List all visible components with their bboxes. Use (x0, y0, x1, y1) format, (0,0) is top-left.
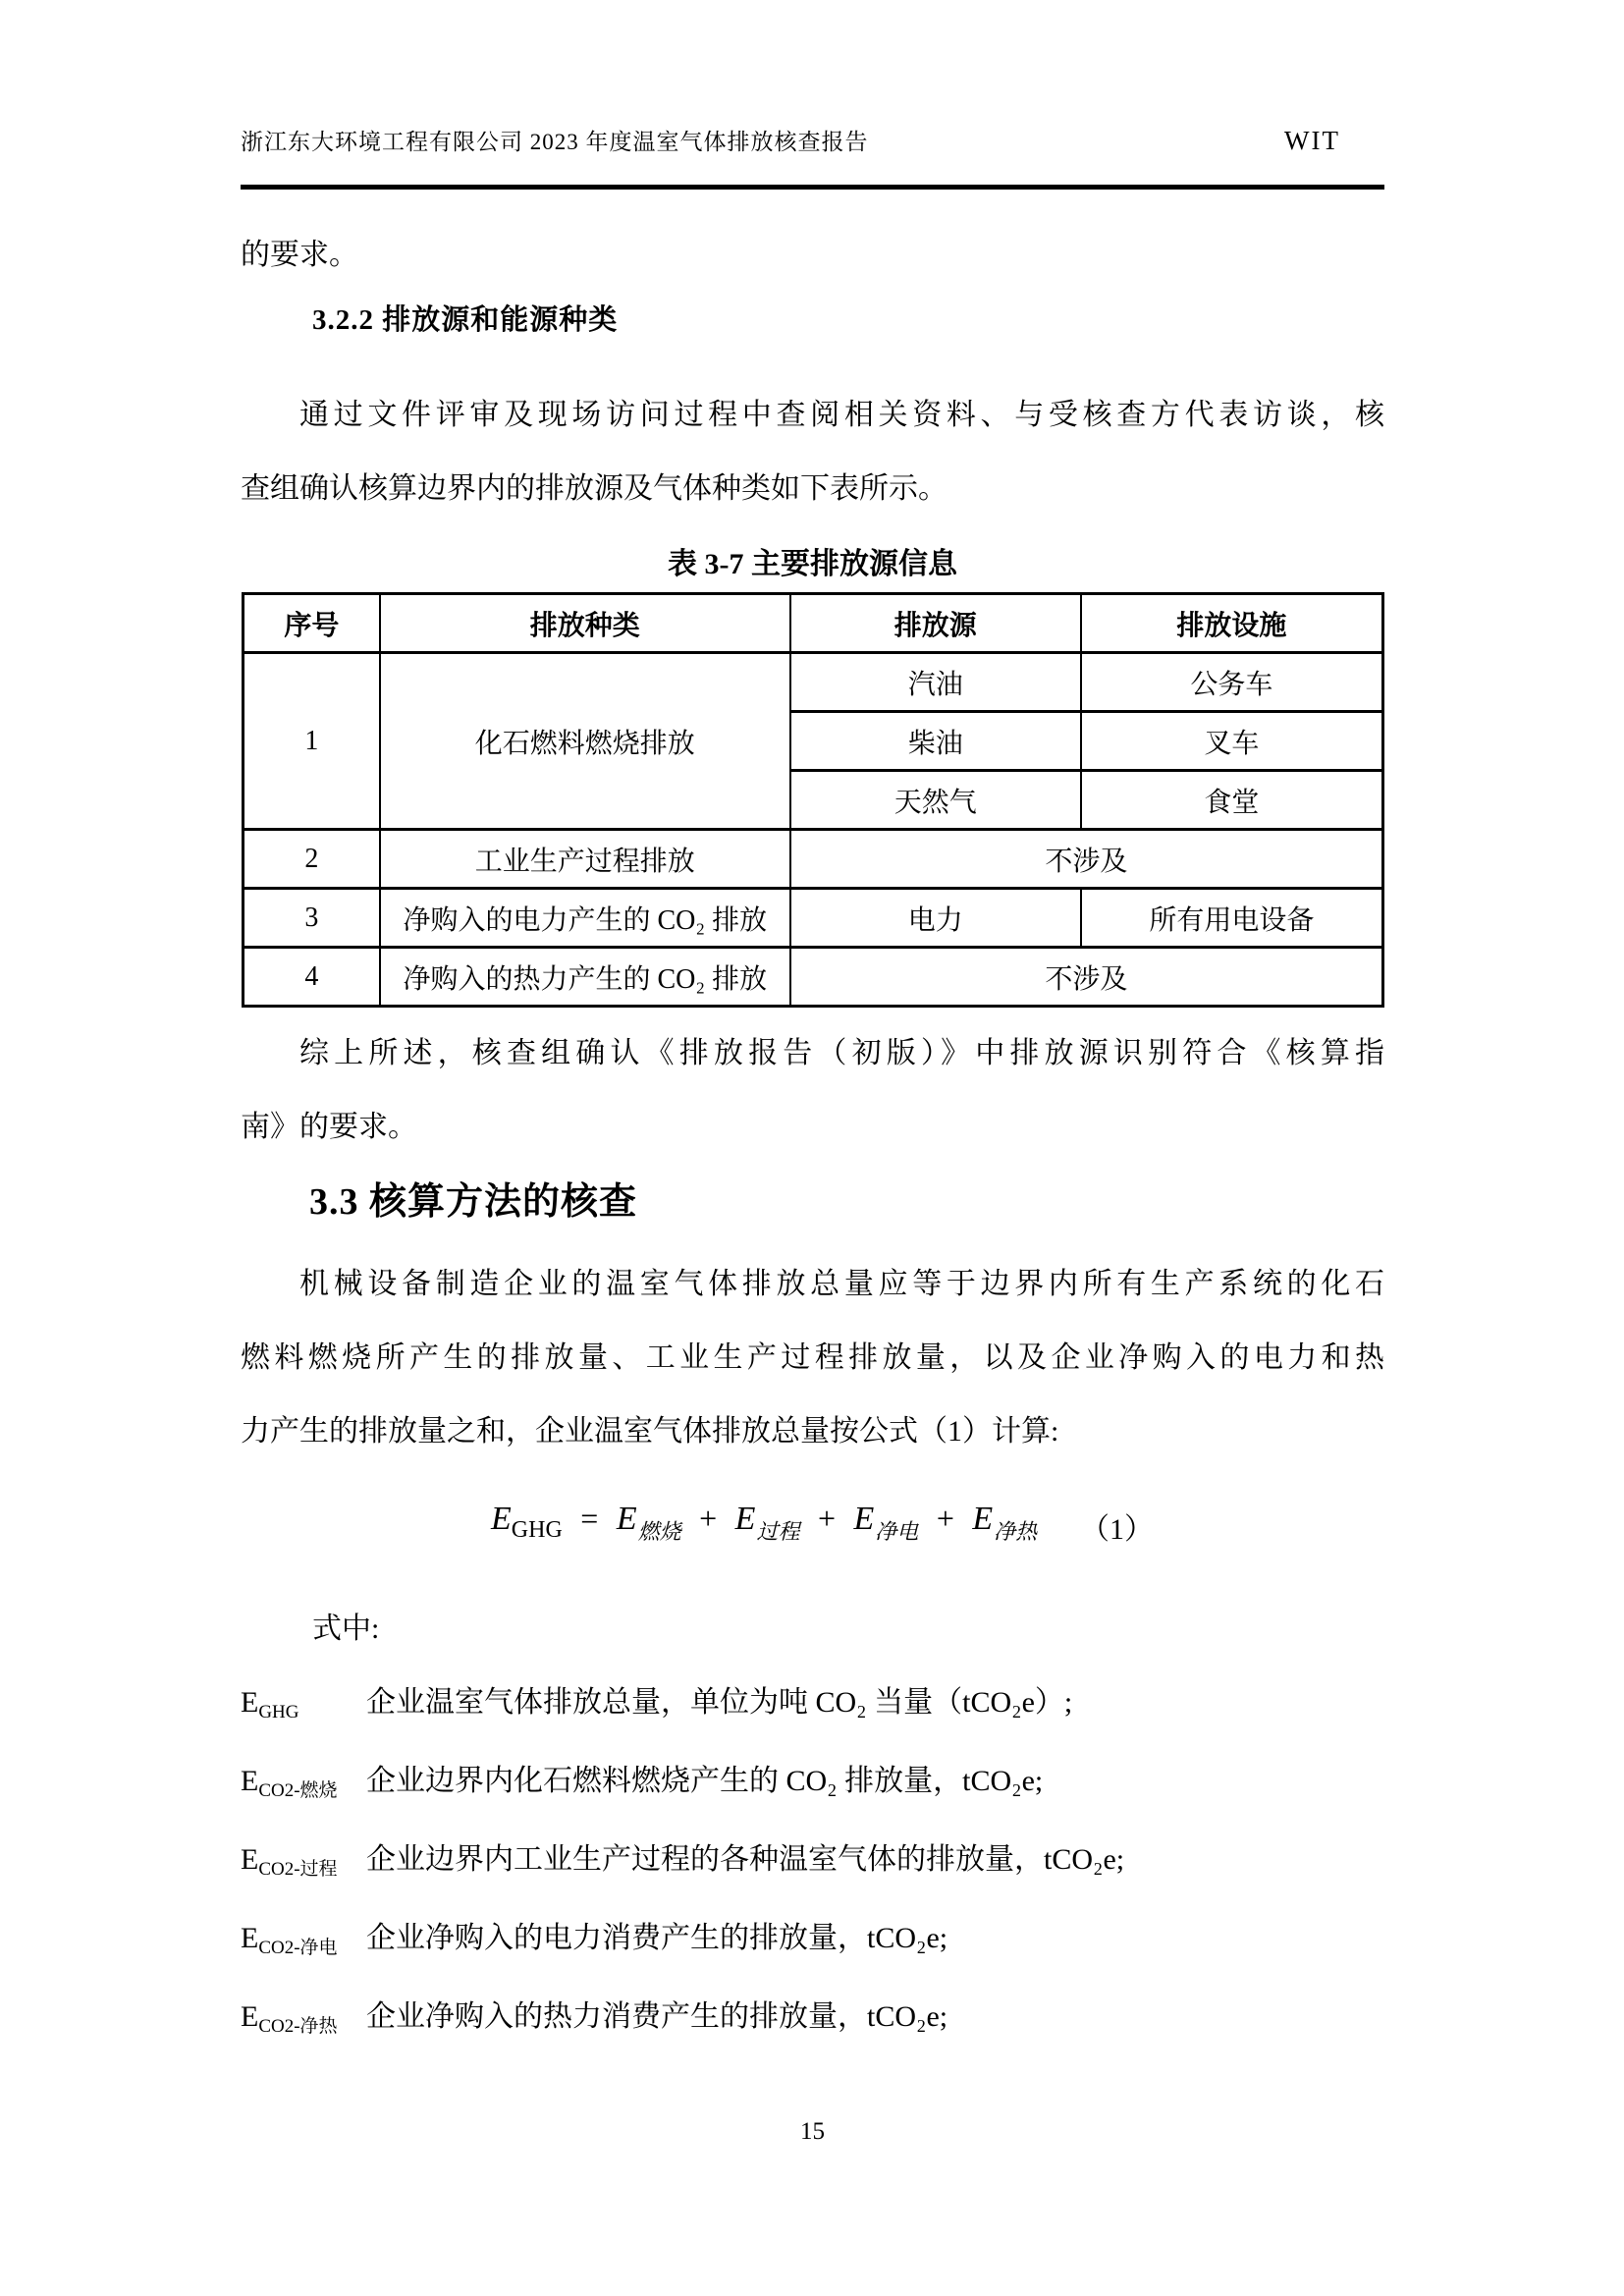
cell-row1-source-2: 柴油 (790, 712, 1081, 771)
cell-row1-facility-1: 公务车 (1081, 653, 1383, 712)
table-caption: 表 3-7 主要排放源信息 (668, 548, 957, 580)
definition-row (241, 1669, 1384, 1748)
definition-row (241, 1905, 1384, 1984)
cell-row1-source-1: 汽油 (790, 653, 1081, 712)
equation-term-base: E (853, 1501, 875, 1537)
table-row (244, 830, 1383, 889)
col-header-source: 排放源 (790, 594, 1081, 653)
cell-row4-type: 净购入的热力产生的 CO₂ 排放 (380, 948, 790, 1007)
definition-symbol: $E_{CO2-过程}$ (241, 1843, 338, 1880)
table-row (244, 653, 1383, 712)
cell-row4-no: 4 (244, 948, 380, 1007)
table-header-row (244, 594, 1383, 653)
paragraph-line: 通过文件评审及现场访问过程中查阅相关资料、与受核查方代表访谈，核 (299, 399, 1384, 431)
page-number: 15 (800, 2118, 825, 2145)
cell-row2-type: 工业生产过程排放 (380, 830, 790, 889)
header-rule (241, 185, 1384, 190)
definition-row (241, 1748, 1384, 1827)
table-row (244, 948, 1383, 1007)
equation-lhs-sub: GHG (511, 1517, 563, 1543)
definition-row (241, 1984, 1384, 2062)
cell-row1-source-3: 天然气 (790, 771, 1081, 830)
section-heading-322: 3.2.2 排放源和能源种类 (312, 304, 619, 336)
col-header-index: 序号 (244, 594, 380, 653)
equation-term-base: E (734, 1501, 756, 1537)
paragraph-line: 力产生的排放量之和，企业温室气体排放总量按公式（1）计算: (241, 1415, 1059, 1448)
equation-number: （1） (1080, 1513, 1154, 1546)
table-row (244, 889, 1383, 948)
plus-sign: + (817, 1501, 837, 1536)
paragraph-continuation: 的要求。 (241, 239, 358, 271)
definition-symbol: $E_{CO2-净电}$ (241, 1922, 338, 1958)
equals-sign: = (580, 1501, 599, 1536)
definition-text: 企业净购入的电力消费产生的排放量，tCO₂e; (366, 1922, 948, 1954)
equation-term-base: E (616, 1501, 637, 1537)
cell-row3-facility: 所有用电设备 (1081, 889, 1383, 948)
paragraph-line: 查组确认核算边界内的排放源及气体种类如下表所示。 (241, 472, 947, 505)
equation-lhs-base: E (491, 1501, 512, 1537)
cell-row2-merged: 不涉及 (790, 830, 1383, 889)
header-title: 浙江东大环境工程有限公司 2023 年度温室气体排放核查报告 (241, 130, 869, 154)
where-label: 式中: (312, 1613, 380, 1645)
definition-text: 企业温室气体排放总量，单位为吨 CO₂ 当量（tCO₂e）; (366, 1686, 1073, 1719)
equation-term-sub: 净电 (875, 1519, 919, 1544)
paragraph-line: 燃料燃烧所产生的排放量、工业生产过程排放量，以及企业净购入的电力和热 (241, 1341, 1384, 1374)
paragraph-line: 南》的要求。 (241, 1111, 417, 1143)
symbol-definitions (241, 1669, 1384, 2062)
header-logo-text: WIT (1284, 126, 1340, 155)
cell-row2-no: 2 (244, 830, 380, 889)
definition-text: 企业边界内工业生产过程的各种温室气体的排放量，tCO₂e; (366, 1843, 1125, 1876)
section-heading-33: 3.3 核算方法的核查 (309, 1181, 638, 1223)
definition-row (241, 1827, 1384, 1905)
col-header-type: 排放种类 (380, 594, 790, 653)
definition-symbol: $E_{CO2-净热}$ (241, 2000, 338, 2037)
cell-row1-no: 1 (244, 653, 380, 830)
emission-source-table (242, 592, 1384, 1008)
cell-row3-type: 净购入的电力产生的 CO₂ 排放 (380, 889, 790, 948)
definition-symbol: $E_{GHG}$ (241, 1686, 299, 1722)
paragraph-1 (241, 378, 1384, 525)
paragraph-3 (241, 1247, 1384, 1468)
equation-term-base: E (972, 1501, 994, 1537)
plus-sign: + (699, 1501, 718, 1536)
cell-row1-facility-2: 叉车 (1081, 712, 1383, 771)
paragraph-line: 综上所述，核查组确认《排放报告（初版）》中排放源识别符合《核算指 (299, 1037, 1384, 1069)
equation-term-sub: 燃烧 (637, 1519, 681, 1544)
paragraph-line: 机械设备制造企业的温室气体排放总量应等于边界内所有生产系统的化石 (299, 1268, 1384, 1300)
paragraph-2 (241, 1016, 1384, 1164)
definition-symbol: $E_{CO2-燃烧}$ (241, 1765, 338, 1801)
definition-text: 企业边界内化石燃料燃烧产生的 CO₂ 排放量，tCO₂e; (366, 1765, 1044, 1797)
page-header (241, 124, 1384, 156)
cell-row4-merged: 不涉及 (790, 948, 1383, 1007)
definition-text: 企业净购入的热力消费产生的排放量，tCO₂e; (366, 2000, 948, 2033)
cell-row3-no: 3 (244, 889, 380, 948)
equation-term-sub: 过程 (756, 1519, 800, 1544)
cell-row3-source: 电力 (790, 889, 1081, 948)
col-header-facility: 排放设施 (1081, 594, 1383, 653)
equation-1 (491, 1501, 1038, 1544)
equation-term-sub: 净热 (994, 1519, 1038, 1544)
cell-row1-type: 化石燃料燃烧排放 (380, 653, 790, 830)
cell-row1-facility-3: 食堂 (1081, 771, 1383, 830)
plus-sign: + (936, 1501, 954, 1536)
